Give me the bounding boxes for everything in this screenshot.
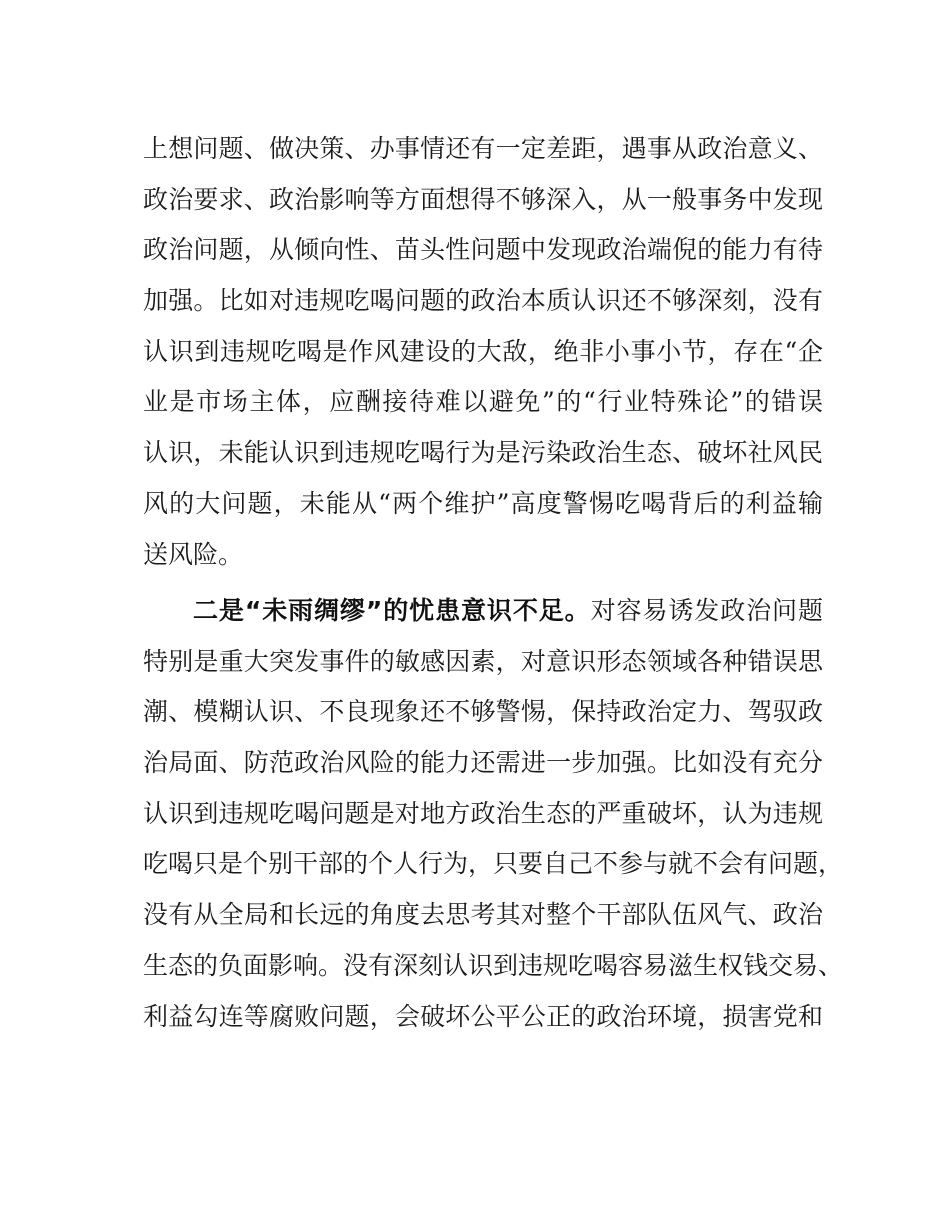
paragraph-1-line: 送风险。 — [143, 539, 244, 569]
paragraph-1-line: 风的大问题，未能从“两个维护”高度警惕吃喝背后的利益输 — [143, 488, 823, 518]
paragraph-1 — [143, 124, 823, 580]
paragraph-2-first-line-text: 对容易诱发政治问题 — [590, 596, 823, 625]
paragraph-1-line: 业是市场主体，应酬接待难以避免”的“行业特殊论”的错误 — [143, 387, 823, 417]
paragraph-2-line: 生态的负面影响。没有深刻认识到违规吃喝容易滋生权钱交易、 — [143, 950, 844, 980]
paragraph-2-line: 潮、模糊认识、不良现象还不够警惕，保持政治定力、驾驭政 — [143, 697, 823, 727]
paragraph-2-line: 利益勾连等腐败问题，会破坏公平公正的政治环境，损害党和 — [143, 1001, 823, 1031]
paragraph-1-line: 认识，未能认识到违规吃喝行为是污染政治生态、破坏社风民 — [143, 438, 823, 468]
paragraph-1-line: 加强。比如对违规吃喝问题的政治本质认识还不够深刻，没有 — [143, 286, 823, 316]
paragraph-1-line: 上想问题、做决策、办事情还有一定差距，遇事从政治意义、 — [143, 134, 823, 163]
paragraph-2-line: 特别是重大突发事件的敏感因素，对意识形态领域各种错误思 — [143, 646, 823, 676]
paragraph-2-first-line — [143, 586, 823, 637]
paragraph-2-line: 治局面、防范政治风险的能力还需进一步加强。比如没有充分 — [143, 748, 823, 778]
paragraph-1-line: 认识到违规吃喝是作风建设的大敌，绝非小事小节，存在“企 — [143, 336, 823, 366]
paragraph-1-line: 政治问题，从倾向性、苗头性问题中发现政治端倪的能力有待 — [143, 235, 823, 265]
paragraph-2-heading: 二是“未雨绸缪”的忧患意识不足。 — [193, 596, 591, 625]
paragraph-2 — [143, 586, 844, 1042]
paragraph-1-line: 政治要求、政治影响等方面想得不够深入，从一般事务中发现 — [143, 184, 823, 214]
paragraph-2-line: 吃喝只是个别干部的个人行为，只要自己不参与就不会有问题， — [143, 849, 844, 879]
paragraph-2-line: 没有从全局和长远的角度去思考其对整个干部队伍风气、政治 — [143, 900, 823, 930]
paragraph-2-line: 认识到违规吃喝问题是对地方政治生态的严重破坏，认为违规 — [143, 798, 823, 828]
